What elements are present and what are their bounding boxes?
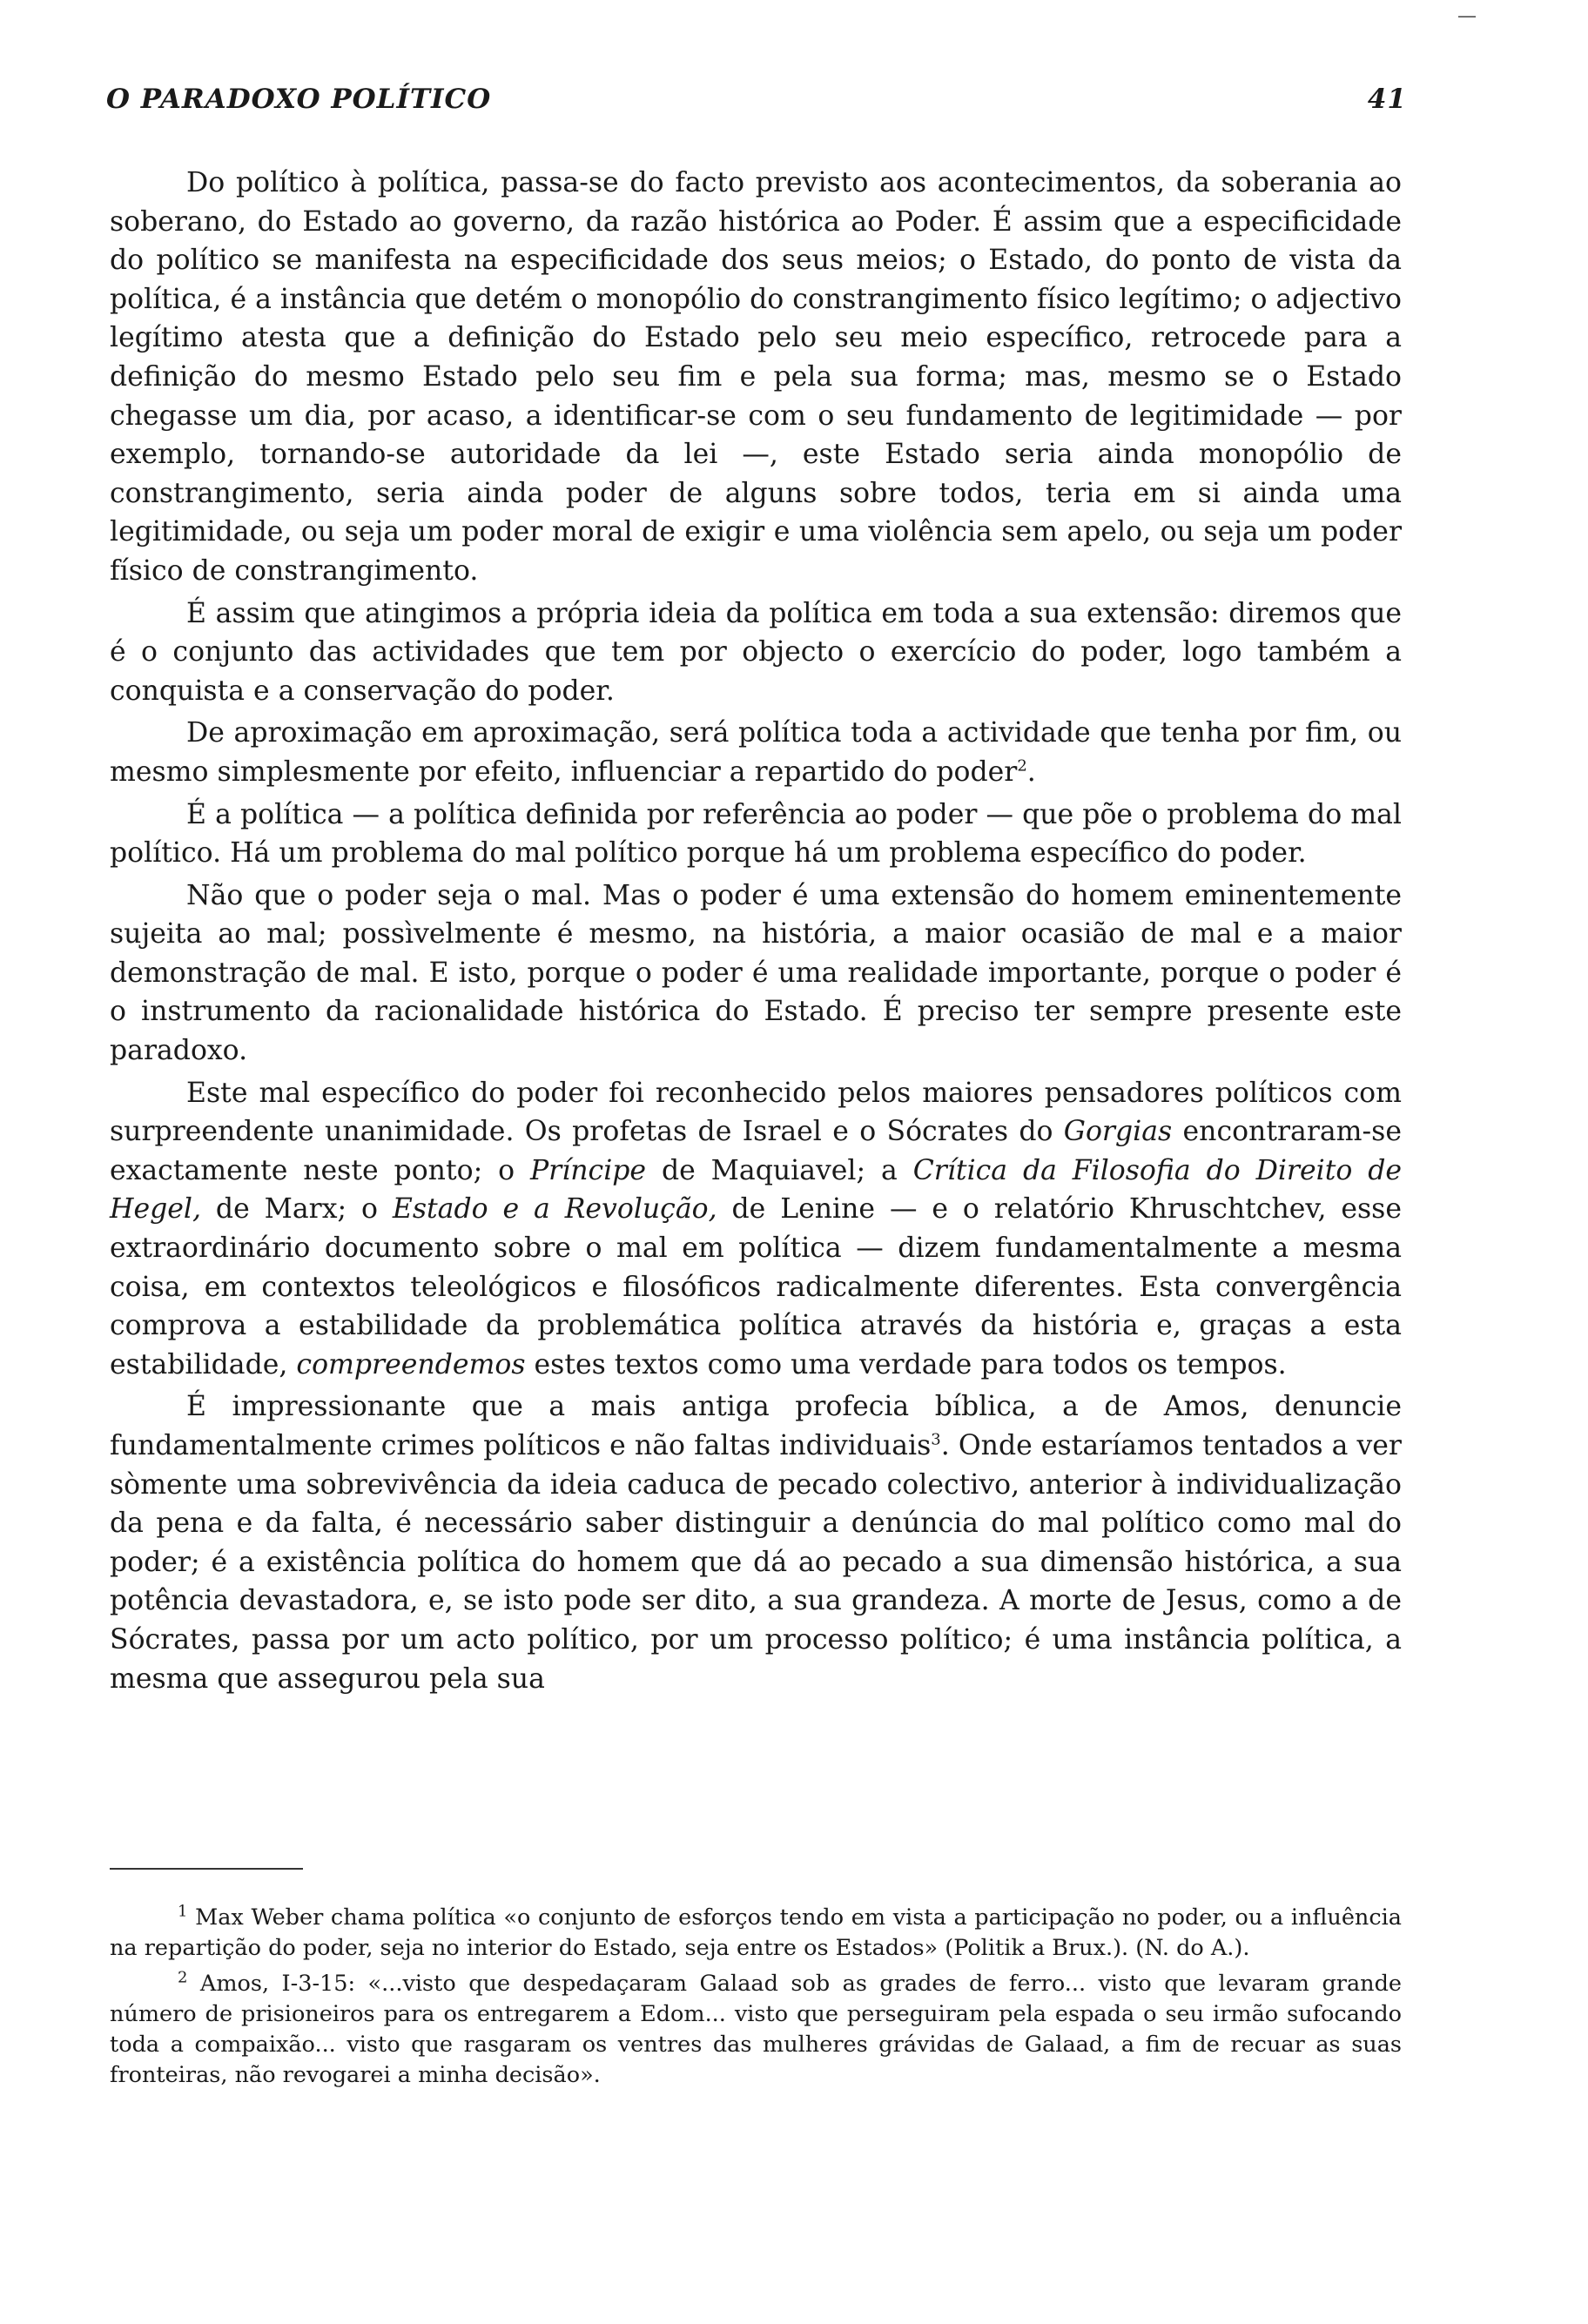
running-title: O PARADOXO POLÍTICO: [106, 84, 492, 115]
footnotes: [110, 1903, 1402, 2096]
italic-title: Príncipe: [529, 1154, 647, 1186]
running-header: [106, 84, 1407, 125]
italic-title: Crítica da Filosofia do Direito de Hegel,: [110, 1154, 1403, 1226]
footnote-divider: [110, 1868, 303, 1870]
footnote: $^2$ Amos, I-3-15: «...visto que despedaçaram Galaad sob as grades de ferro... visto que levaram grande número de prisioneiros para os entregarem a Edom... visto que perseguiram pela espada o seu irmão sufocando toda a compaixão... visto que rasgaram os ventres das mulheres grávidas de Galaad, a fim de recuar as suas fronteiras, não revogarei a minha decisão».: [110, 1968, 1402, 2088]
paragraph: Este mal específico do poder foi reconhecido pelos maiores pensadores políticos com surpreendente unanimidade. Os profetas de Israel e o Sócrates do Gorgias encontraram-se exactamente neste ponto; o Príncipe de Maquiavel; a Crítica da Filosofia do Direito de Hegel, de Marx; o Estado e a Revolução, de Lenine — e o relatório Khruschtchev, esse extraordinário documento sobre o mal em política — dizem fundamentalmente a mesma coisa, em contextos teleológicos e filosóficos radicalmente diferentes. Esta convergência comprova a estabilidade da problemática política através da história e, graças a esta estabilidade, compreendemos estes textos como uma verdade para todos os tempos.: [110, 1077, 1403, 1380]
paragraph: É impressionante que a mais antiga profecia bíblica, a de Amos, denuncie fundamentalmente crimes políticos e não faltas individuais$^3$. Onde estaríamos tentados a ver sòmente uma sobrevivência da ideia caduca de pecado colectivo, anterior à individualização da pena e da falta, é necessário saber distinguir a denúncia do mal político como mal do poder; é a existência política do homem que dá ao pecado a sua dimensão histórica, a sua potência devastadora, e, se isto pode ser dito, a sua grandeza. A morte de Jesus, como a de Sócrates, passa por um acto político, por um processo político; é uma instância política, a mesma que assegurou pela sua: [110, 1391, 1402, 1695]
italic-emphasis: compreendemos: [296, 1348, 526, 1380]
main-text: [110, 164, 1402, 1702]
paragraph: Do político à política, passa-se do facto previsto aos acontecimentos, da soberania ao soberano, do Estado ao governo, da razão histórica ao Poder. É assim que a especificidade do político se manifesta na especificidade dos seus meios; o Estado, do ponto de vista da política, é a instância que detém o monopólio do constrangimento físico legítimo; o adjectivo legítimo atesta que a definição do Estado pelo seu meio específico, retrocede para a definição do mesmo Estado pelo seu fim e pela sua forma; mas, mesmo se o Estado chegasse um dia, por acaso, a identificar-se com o seu fundamento de legitimidade — por exemplo, tornando-se autoridade da lei —, este Estado seria ainda monopólio de constrangimento, seria ainda poder de alguns sobre todos, teria em si ainda uma legitimidade, ou seja um poder moral de exigir e uma violência sem apelo, ou seja um poder físico de constrangimento.: [110, 167, 1402, 587]
paragraph: É assim que atingimos a própria ideia da política em toda a sua extensão: diremos que é o conjunto das actividades que tem por objecto o exercício do poder, logo também a conquista e a conservação do poder.: [110, 597, 1402, 707]
italic-title: Gorgias: [1063, 1116, 1173, 1148]
footnote-ref: 3: [931, 1430, 941, 1449]
paragraph: Não que o poder seja o mal. Mas o poder é uma extensão do homem eminentemente sujeita ao mal; possìvelmente é mesmo, na história, a maior ocasião de mal e a maior demonstração de mal. E isto, porque o poder é uma realidade importante, porque o poder é o instrumento da racionalidade histórica do Estado. É preciso ter sempre presente este paradoxo.: [110, 879, 1402, 1067]
paragraph: De aproximação em aproximação, será política toda a actividade que tenha por fim, ou mesmo simplesmente por efeito, influenciar a repartido do poder$^2$.: [110, 717, 1402, 788]
footnote: $^1$ Max Weber chama política «o conjunto de esforços tendo em vista a participação no poder, ou a influência na repartição do poder, seja no interior do Estado, seja entre os Estados» (Politik a Brux.). (N. do A.).: [110, 1902, 1402, 1961]
page-number: 41: [1367, 84, 1407, 115]
footnote-marker: 2: [178, 1968, 188, 1987]
paragraph: É a política — a política definida por referência ao poder — que põe o problema do mal político. Há um problema do mal político porque há um problema específico do poder.: [110, 798, 1402, 870]
corner-mark: —: [1457, 5, 1477, 27]
footnote-marker: 1: [178, 1902, 188, 1921]
footnote-ref: 2: [1017, 756, 1027, 776]
italic-title: Estado e a Revolução,: [392, 1193, 717, 1226]
